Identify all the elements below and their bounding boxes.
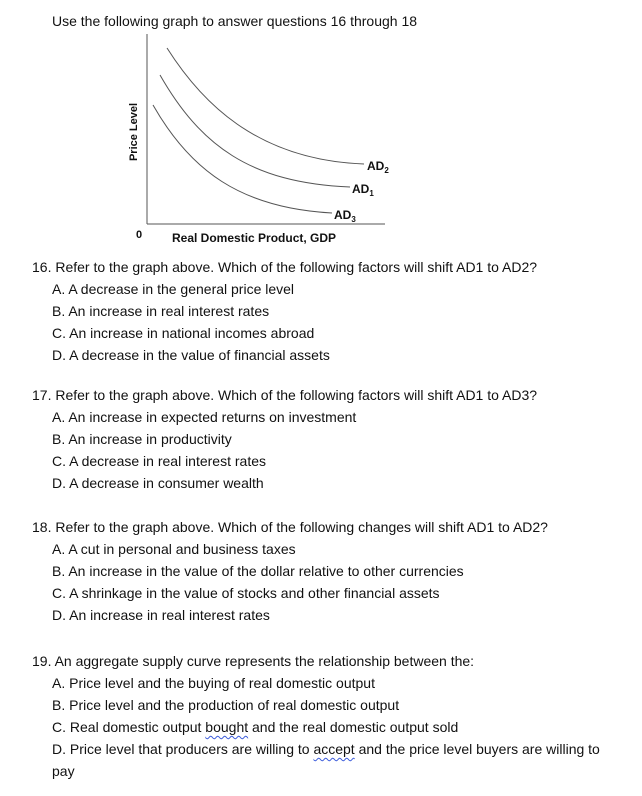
answer-option-d: D. An increase in real interest rates bbox=[52, 607, 270, 623]
ad2-curve bbox=[167, 48, 364, 164]
ad1-label: $AD_1$ bbox=[352, 182, 374, 198]
answer-option-a: A. A cut in personal and business taxes bbox=[52, 541, 296, 557]
spellcheck-marked-word: bought bbox=[205, 719, 249, 735]
answer-option-b: B. An increase in productivity bbox=[52, 431, 232, 447]
ad-curve-graph bbox=[0, 0, 642, 260]
option-text: and the real domestic output sold bbox=[248, 719, 459, 735]
answer-option-d: D. A decrease in consumer wealth bbox=[52, 475, 264, 491]
answer-option-a: A. A decrease in the general price level bbox=[52, 281, 295, 297]
question-stem: 18. Refer to the graph above. Which of the following changes will shift AD1 to AD2? bbox=[32, 519, 548, 535]
question-17 bbox=[32, 384, 632, 494]
option-text: C. Real domestic output bbox=[52, 719, 206, 735]
question-stem: 17. Refer to the graph above. Which of the following factors will shift AD1 to AD3? bbox=[32, 387, 538, 403]
ad1-curve bbox=[160, 75, 350, 187]
question-stem: 16. Refer to the graph above. Which of the following factors will shift AD1 to AD2? bbox=[32, 259, 538, 275]
question-18 bbox=[32, 516, 632, 626]
graph-instructions: Use the following graph to answer questions 16 through 18 bbox=[52, 13, 418, 29]
option-text: D. Price level that producers are willing to bbox=[52, 741, 314, 757]
answer-option-b: B. An increase in real interest rates bbox=[52, 303, 270, 319]
ad2-label: $AD_2$ bbox=[367, 159, 389, 175]
spellcheck-marked-word: accept bbox=[313, 741, 355, 757]
answer-option-a: A. An increase in expected returns on investment bbox=[52, 409, 357, 425]
answer-option-a: A. Price level and the buying of real domestic output bbox=[52, 675, 375, 691]
y-axis-label: Price Level bbox=[128, 102, 140, 162]
answer-option-b: B. An increase in the value of the dollar relative to other currencies bbox=[52, 563, 464, 579]
answer-option-c: C. An increase in national incomes abroad bbox=[52, 325, 315, 341]
answer-option-d: D. A decrease in the value of financial assets bbox=[52, 347, 330, 363]
ad3-label: $AD_3$ bbox=[334, 208, 356, 224]
question-19 bbox=[32, 650, 632, 782]
answer-option-b: B. Price level and the production of real domestic output bbox=[52, 697, 400, 713]
question-16 bbox=[32, 256, 632, 366]
answer-option-c: C. A decrease in real interest rates bbox=[52, 453, 266, 469]
question-stem: 19. An aggregate supply curve represents the relationship between the: bbox=[32, 653, 475, 669]
ad3-curve bbox=[153, 105, 332, 213]
origin-label: 0 bbox=[136, 229, 143, 241]
x-axis-label: Real Domestic Product, GDP bbox=[172, 231, 337, 245]
option-text: and the price level buyers are willing to pay bbox=[52, 741, 600, 779]
answer-option-c bbox=[32, 716, 632, 738]
answer-option-d bbox=[32, 738, 632, 782]
answer-option-c: C. A shrinkage in the value of stocks and other financial assets bbox=[52, 585, 440, 601]
